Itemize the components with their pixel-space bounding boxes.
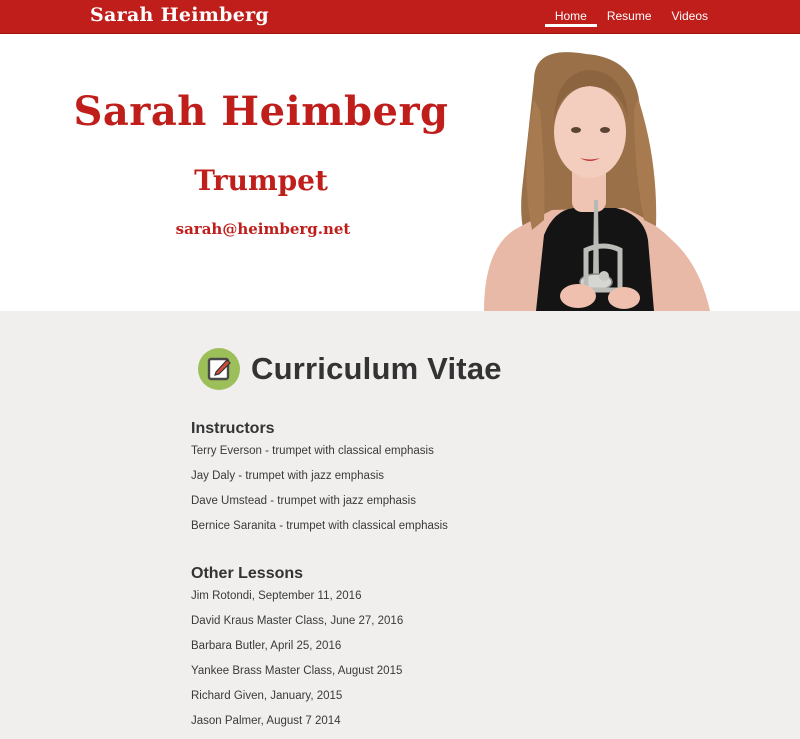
brand-logo-text[interactable]: Sarah Heimberg	[90, 4, 270, 26]
nav-link-home[interactable]: Home	[545, 0, 597, 34]
nav-links	[545, 0, 718, 34]
hero-name: Sarah Heimberg	[73, 88, 449, 135]
list-item: Bernice Saranita - trumpet with classical emphasis	[191, 520, 448, 532]
hero-section	[0, 34, 800, 311]
section-heading-other-lessons: Other Lessons	[191, 565, 304, 582]
list-item: Jim Rotondi, September 11, 2016	[191, 590, 362, 602]
list-item: Jay Daly - trumpet with jazz emphasis	[191, 470, 385, 482]
list-item: Dave Umstead - trumpet with jazz emphasis	[191, 495, 416, 507]
instructors-section	[191, 420, 448, 544]
hero-email-link[interactable]: sarah@heimberg.net	[175, 220, 351, 238]
section-heading-instructors: Instructors	[191, 420, 275, 437]
other-lessons-list	[191, 589, 403, 739]
list-item: Richard Given, January, 2015	[191, 690, 343, 702]
list-item: Barbara Butler, April 25, 2016	[191, 640, 342, 652]
top-navbar	[0, 0, 800, 34]
instructors-list	[191, 444, 448, 544]
list-item: Yankee Brass Master Class, August 2015	[191, 665, 403, 677]
cv-header	[197, 346, 502, 392]
notepad-pencil-icon	[197, 347, 241, 391]
list-item: Jason Palmer, August 7 2014	[191, 715, 341, 727]
nav-link-resume[interactable]: Resume	[606, 9, 652, 23]
hero-instrument: Trumpet	[194, 164, 328, 197]
cv-title: Curriculum Vitae	[251, 351, 502, 386]
list-item: Terry Everson - trumpet with classical emphasis	[191, 445, 434, 457]
portrait-photo	[474, 50, 712, 311]
other-lessons-section	[191, 565, 403, 739]
list-item: David Kraus Master Class, June 27, 2016	[191, 615, 404, 627]
nav-link-videos[interactable]: Videos	[671, 9, 708, 23]
